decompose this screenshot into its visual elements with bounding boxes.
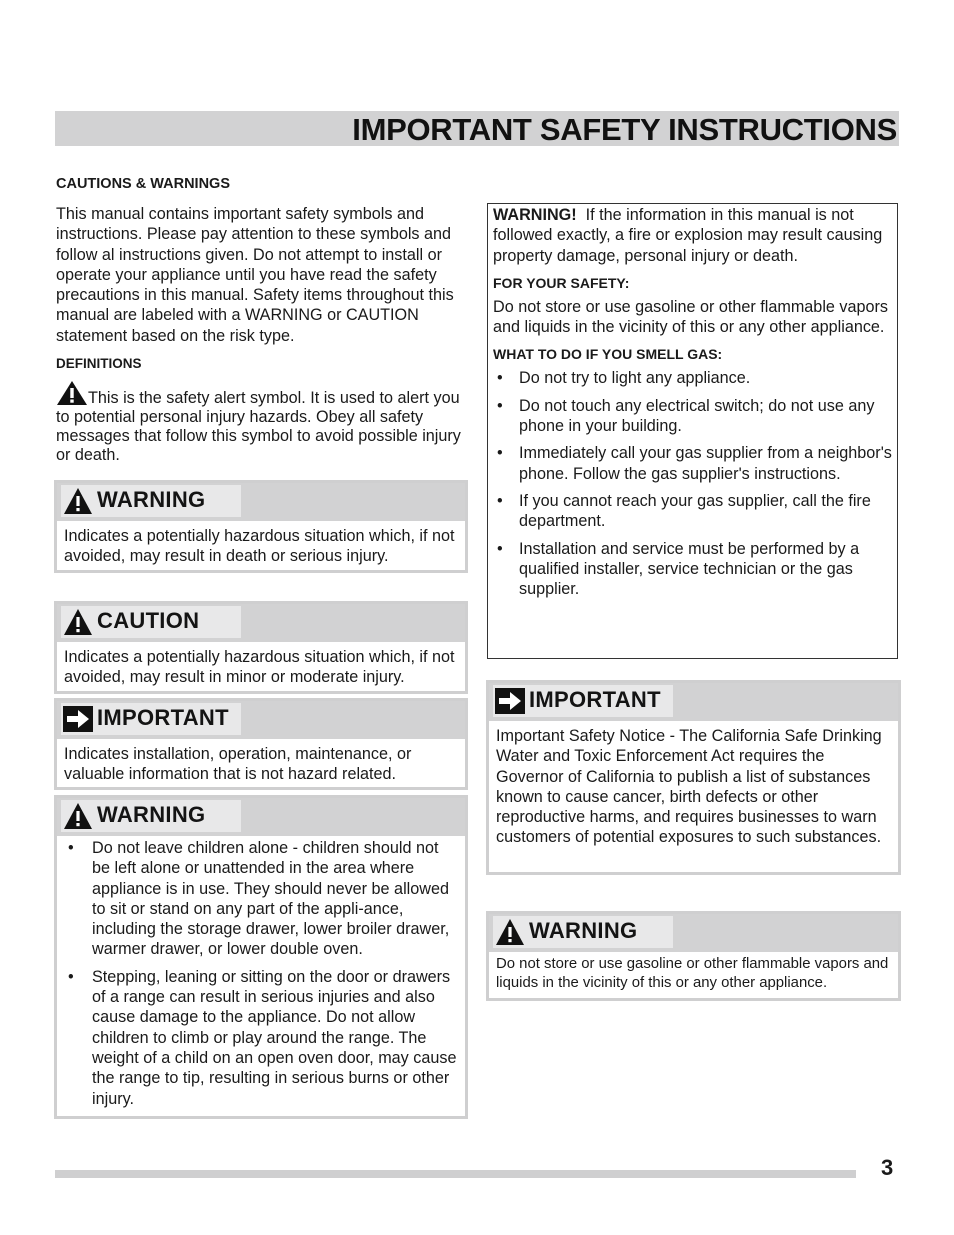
warning-triangle-icon [63, 802, 93, 830]
arrow-right-icon [495, 687, 525, 715]
warning-label: WARNING [529, 918, 638, 943]
smell-gas-list [493, 368, 892, 599]
caution-definition-text: Indicates a potentially hazardous situation which, if not avoided, may result in minor or moderate injury. [64, 648, 455, 687]
warning-label: WARNING [97, 487, 206, 512]
caution-header [57, 604, 465, 642]
page-number: 3 [881, 1155, 894, 1180]
warning-children-box [54, 795, 468, 1119]
title-bar [55, 111, 899, 146]
cautions-section [56, 176, 468, 346]
gas-warning-lead: WARNING! [493, 206, 577, 224]
list-item: • If you cannot reach your gas supplier, call the fire department. [493, 491, 892, 532]
gas-warning-paragraph [493, 205, 892, 266]
warning-vapors-box [486, 911, 901, 1001]
warning-triangle-icon [495, 918, 525, 946]
warning-vapors-text: Do not store or use gasoline or other flammable vapors and liquids in the vicinity of this or any other appliance. [496, 956, 889, 991]
definitions-paragraph [56, 380, 468, 465]
warning-header [57, 483, 465, 521]
warning-definition-box [54, 480, 468, 573]
smell-gas-heading: WHAT TO DO IF YOU SMELL GAS: [493, 346, 723, 363]
important-label: IMPORTANT [97, 705, 229, 730]
for-your-safety-heading: FOR YOUR SAFETY: [493, 274, 630, 291]
list-item: • Do not leave children alone - children should not be left alone or unattended in the area where appliance is in use. They should never be allowed to sit or stand on any part of the appli-ance, including the storage drawer, lower broiler drawer, warmer drawer, or lower double oven. [64, 838, 458, 960]
for-your-safety-text: Do not store or use gasoline or other flammable vapors and liquids in the vicinity of this or any other appliance. [493, 297, 888, 337]
list-item: • Stepping, leaning or sitting on the door or drawers of a range can result in serious injuries and also cause damage to the appliance. Do not allow children to climb or play around the range. The weight of a child on an open oven door, may cause the range to tip, resulting in serious burns or other injury. [64, 967, 458, 1109]
list-item: • Immediately call your gas supplier from a neighbor's phone. Follow the gas supplier's instructions. [493, 443, 892, 484]
list-item: • Installation and service must be performed by a qualified installer, service technician or the gas supplier. [493, 539, 892, 600]
important-california-text: Important Safety Notice - The California Safe Drinking Water and Toxic Enforcement Act requires the Governor of California to publish a list of substances known to cause cancer, birth defects or other reproductive harms, and requires businesses to warn customers of potential exposures to such substances. [496, 727, 882, 847]
warning-label: WARNING [97, 802, 206, 827]
safety-alert-icon [56, 380, 88, 406]
page-title: IMPORTANT SAFETY INSTRUCTIONS [352, 112, 897, 147]
list-item: • Do not touch any electrical switch; do not use any phone in your building. [493, 396, 892, 437]
arrow-right-icon [63, 705, 93, 733]
important-definition-text: Indicates installation, operation, maintenance, or valuable information that is not hazard related. [64, 745, 412, 784]
gas-warning-text: If the information in this manual is not followed exactly, a fire or explosion may result causing property damage, personal injury or death. [493, 206, 883, 265]
warning-triangle-icon [63, 608, 93, 636]
list-item: • Do not try to light any appliance. [493, 368, 892, 388]
important-definition-box [54, 698, 468, 790]
cautions-heading: CAUTIONS & WARNINGS [56, 176, 230, 192]
warning-header [57, 798, 465, 836]
definitions-text: This is the safety alert symbol. It is used to alert you to potential personal injury hazards. Obey all safety messages that follow this symbol to avoid possible injury or death. [56, 389, 461, 464]
gas-warning-box [487, 203, 898, 659]
warning-children-list [64, 838, 458, 1109]
footer-bar [55, 1170, 856, 1178]
cautions-text: This manual contains important safety symbols and instructions. Please pay attention to these symbols and follow al instructions given. Do not attempt to install or operate your appliance until you have read the safety precautions in this manual. Safety items throughout this manual are labeled with a WARNING or CAUTION statement based on the risk type. [56, 205, 454, 345]
important-california-box [486, 680, 901, 875]
warning-header [489, 914, 898, 952]
warning-definition-text: Indicates a potentially hazardous situation which, if not avoided, may result in death or serious injury. [64, 527, 455, 566]
important-label: IMPORTANT [529, 687, 661, 712]
caution-label: CAUTION [97, 608, 200, 633]
definitions-heading: DEFINITIONS [56, 356, 142, 371]
important-header [489, 683, 898, 721]
caution-definition-box [54, 601, 468, 694]
warning-triangle-icon [63, 487, 93, 515]
important-header [57, 701, 465, 739]
